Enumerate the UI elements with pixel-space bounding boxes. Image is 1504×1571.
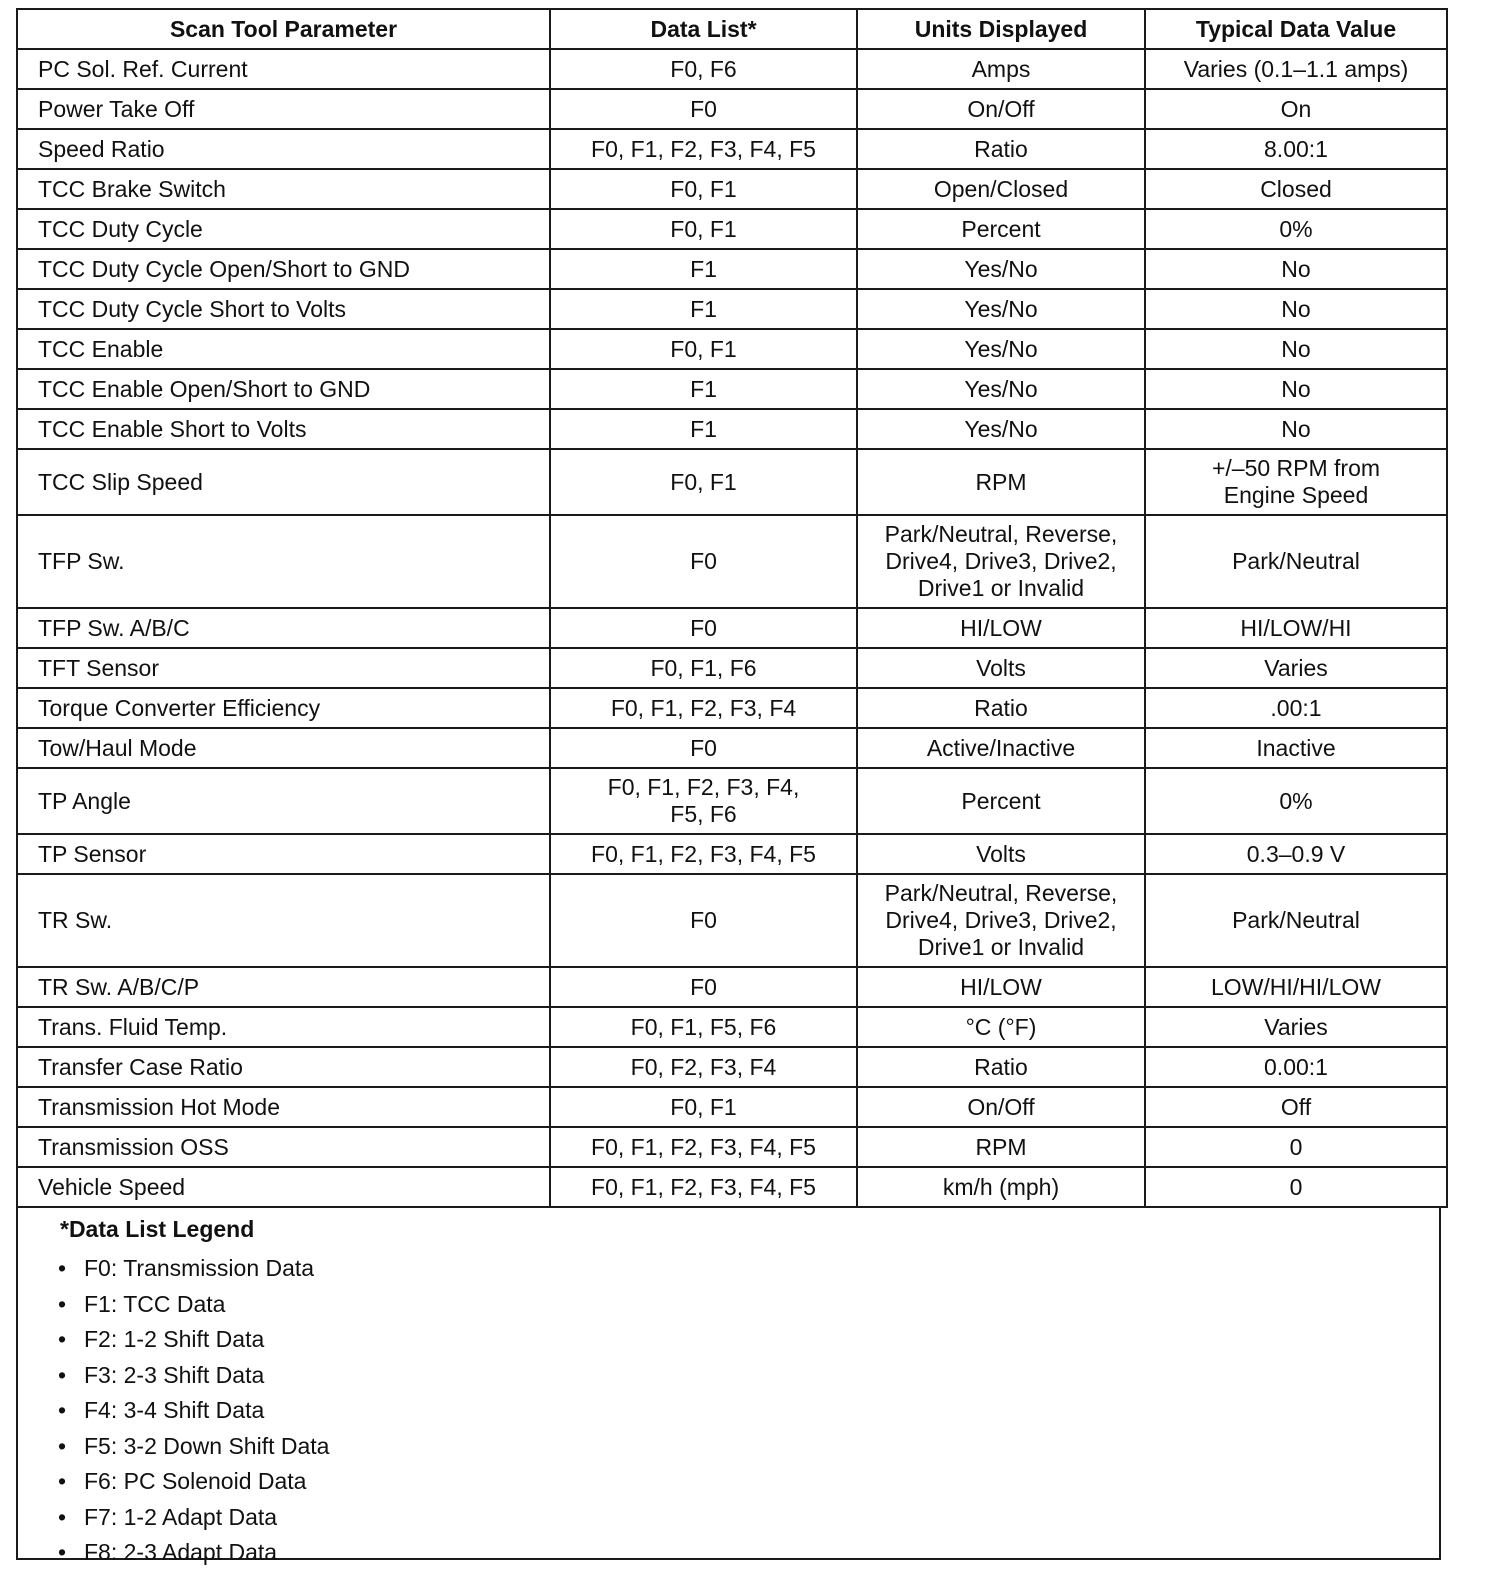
table-row [17, 49, 1447, 89]
parameter-cell: TP Sensor [17, 834, 550, 874]
data-list-cell: F0, F1 [550, 209, 857, 249]
units-cell: Yes/No [857, 409, 1145, 449]
table-row [17, 967, 1447, 1007]
typical-value-cell: Park/Neutral [1145, 874, 1447, 967]
data-list-cell: F1 [550, 409, 857, 449]
data-list-cell: F0, F1, F2, F3, F4, F5 [550, 834, 857, 874]
legend-item-text: F8: 2-3 Adapt Data [84, 1539, 278, 1565]
table-header-row [17, 9, 1447, 49]
table-row [17, 515, 1447, 608]
bullet-icon: • [58, 1397, 67, 1423]
typical-value-cell: 0.3–0.9 V [1145, 834, 1447, 874]
parameter-cell: TCC Slip Speed [17, 449, 550, 515]
typical-value-cell: 0.00:1 [1145, 1047, 1447, 1087]
units-cell: Percent [857, 209, 1145, 249]
typical-value-cell: Inactive [1145, 728, 1447, 768]
data-list-cell: F0, F1 [550, 329, 857, 369]
units-cell: HI/LOW [857, 967, 1145, 1007]
table-row [17, 834, 1447, 874]
table-body [17, 49, 1447, 1207]
typical-value-cell: No [1145, 289, 1447, 329]
parameter-cell: Speed Ratio [17, 129, 550, 169]
units-cell: Park/Neutral, Reverse, Drive4, Drive3, Drive2, Drive1 or Invalid [857, 874, 1145, 967]
table-row [17, 648, 1447, 688]
data-list-cell: F0 [550, 874, 857, 967]
legend-item-text: F3: 2-3 Shift Data [84, 1361, 265, 1388]
data-list-cell: F0 [550, 728, 857, 768]
data-list-cell: F0, F1, F2, F3, F4, F5 [550, 1167, 857, 1207]
parameter-cell: TCC Enable Short to Volts [17, 409, 550, 449]
legend-item-text: F5: 3-2 Down Shift Data [84, 1432, 330, 1459]
data-list-cell: F0, F1, F6 [550, 648, 857, 688]
table-row [17, 89, 1447, 129]
data-list-cell: F0, F1, F2, F3, F4 [550, 688, 857, 728]
units-cell: km/h (mph) [857, 1167, 1145, 1207]
typical-value-cell: On [1145, 89, 1447, 129]
typical-value-cell: LOW/HI/HI/LOW [1145, 967, 1447, 1007]
table-row [17, 688, 1447, 728]
legend-item-text: F7: 1-2 Adapt Data [84, 1503, 278, 1530]
units-cell: Yes/No [857, 289, 1145, 329]
table-row [17, 1127, 1447, 1167]
legend-item [58, 1464, 329, 1500]
units-cell: Yes/No [857, 249, 1145, 289]
typical-value-cell: +/–50 RPM from Engine Speed [1145, 449, 1447, 515]
data-list-cell: F0, F1, F5, F6 [550, 1007, 857, 1047]
table-row [17, 1087, 1447, 1127]
bullet-icon: • [58, 1326, 67, 1352]
data-list-cell: F1 [550, 249, 857, 289]
parameter-cell: TR Sw. A/B/C/P [17, 967, 550, 1007]
parameter-cell: TCC Duty Cycle [17, 209, 550, 249]
units-cell: Percent [857, 768, 1145, 834]
units-cell: Park/Neutral, Reverse, Drive4, Drive3, Drive2, Drive1 or Invalid [857, 515, 1145, 608]
table-row [17, 369, 1447, 409]
typical-value-cell: Varies (0.1–1.1 amps) [1145, 49, 1447, 89]
units-cell: RPM [857, 449, 1145, 515]
typical-value-cell: 0 [1145, 1167, 1447, 1207]
header-data-list: Data List* [550, 9, 857, 49]
data-list-cell: F0, F1 [550, 1087, 857, 1127]
table-row [17, 249, 1447, 289]
legend-item [58, 1287, 329, 1323]
units-cell: RPM [857, 1127, 1145, 1167]
units-cell: Open/Closed [857, 169, 1145, 209]
bullet-icon: • [58, 1432, 67, 1459]
units-cell: Ratio [857, 1047, 1145, 1087]
parameter-cell: Transfer Case Ratio [17, 1047, 550, 1087]
typical-value-cell: Varies [1145, 648, 1447, 688]
table-row [17, 209, 1447, 249]
header-units-displayed: Units Displayed [857, 9, 1145, 49]
header-typical-data-value: Typical Data Value [1145, 9, 1447, 49]
typical-value-cell: Off [1145, 1087, 1447, 1127]
data-list-legend [16, 1208, 1441, 1565]
bullet-icon: • [58, 1539, 67, 1565]
legend-item-text: F4: 3-4 Shift Data [84, 1397, 265, 1423]
units-cell: Ratio [857, 129, 1145, 169]
legend-item [58, 1429, 329, 1465]
header-scan-tool-parameter: Scan Tool Parameter [17, 9, 550, 49]
typical-value-cell: .00:1 [1145, 688, 1447, 728]
typical-value-cell: 0 [1145, 1127, 1447, 1167]
legend-item-text: F0: Transmission Data [84, 1255, 315, 1281]
legend-title: *Data List Legend [60, 1216, 255, 1242]
data-list-cell: F0, F2, F3, F4 [550, 1047, 857, 1087]
data-list-cell: F0, F1, F2, F3, F4, F5 [550, 129, 857, 169]
parameter-cell: TFT Sensor [17, 648, 550, 688]
parameter-cell: TR Sw. [17, 874, 550, 967]
scan-tool-parameter-table [16, 8, 1448, 1208]
data-list-cell: F1 [550, 369, 857, 409]
typical-value-cell: 0% [1145, 768, 1447, 834]
units-cell: °C (°F) [857, 1007, 1145, 1047]
data-list-cell: F0, F1 [550, 169, 857, 209]
typical-value-cell: No [1145, 369, 1447, 409]
table-row [17, 289, 1447, 329]
parameter-cell: TP Angle [17, 768, 550, 834]
typical-value-cell: No [1145, 329, 1447, 369]
data-list-cell: F0, F6 [550, 49, 857, 89]
scan-tool-data-sheet [16, 8, 1446, 1565]
table-row [17, 129, 1447, 169]
units-cell: Ratio [857, 688, 1145, 728]
data-list-cell: F0 [550, 89, 857, 129]
typical-value-cell: HI/LOW/HI [1145, 608, 1447, 648]
legend-item [58, 1393, 329, 1429]
table-row [17, 768, 1447, 834]
legend-item [58, 1535, 329, 1571]
bullet-icon: • [58, 1503, 67, 1530]
parameter-cell: TFP Sw. [17, 515, 550, 608]
legend-item [58, 1251, 329, 1287]
table-row [17, 449, 1447, 515]
legend-item-text: F1: TCC Data [84, 1290, 226, 1317]
table-row [17, 169, 1447, 209]
typical-value-cell: 8.00:1 [1145, 129, 1447, 169]
parameter-cell: Trans. Fluid Temp. [17, 1007, 550, 1047]
typical-value-cell: 0% [1145, 209, 1447, 249]
legend-item-text: F6: PC Solenoid Data [84, 1468, 307, 1494]
parameter-cell: TCC Duty Cycle Short to Volts [17, 289, 550, 329]
data-list-cell: F1 [550, 289, 857, 329]
legend-item [58, 1358, 329, 1394]
parameter-cell: Tow/Haul Mode [17, 728, 550, 768]
typical-value-cell: Closed [1145, 169, 1447, 209]
typical-value-cell: No [1145, 409, 1447, 449]
data-list-cell: F0, F1, F2, F3, F4, F5, F6 [550, 768, 857, 834]
table-row [17, 1167, 1447, 1207]
legend-item-text: F2: 1-2 Shift Data [84, 1326, 265, 1352]
parameter-cell: TCC Enable [17, 329, 550, 369]
table-row [17, 1007, 1447, 1047]
data-list-cell: F0 [550, 967, 857, 1007]
parameter-cell: TCC Enable Open/Short to GND [17, 369, 550, 409]
data-list-cell: F0 [550, 515, 857, 608]
bullet-icon: • [58, 1255, 67, 1281]
legend-item [58, 1322, 329, 1358]
units-cell: Active/Inactive [857, 728, 1145, 768]
bullet-icon: • [58, 1361, 67, 1388]
parameter-cell: Torque Converter Efficiency [17, 688, 550, 728]
units-cell: Yes/No [857, 369, 1145, 409]
data-list-cell: F0 [550, 608, 857, 648]
typical-value-cell: Varies [1145, 1007, 1447, 1047]
table-row [17, 409, 1447, 449]
data-list-cell: F0, F1 [550, 449, 857, 515]
parameter-cell: Transmission OSS [17, 1127, 550, 1167]
data-list-cell: F0, F1, F2, F3, F4, F5 [550, 1127, 857, 1167]
table-row [17, 608, 1447, 648]
parameter-cell: TCC Brake Switch [17, 169, 550, 209]
units-cell: Amps [857, 49, 1145, 89]
parameter-cell: Vehicle Speed [17, 1167, 550, 1207]
table-row [17, 1047, 1447, 1087]
parameter-cell: Power Take Off [17, 89, 550, 129]
table-row [17, 329, 1447, 369]
units-cell: On/Off [857, 1087, 1145, 1127]
typical-value-cell: No [1145, 249, 1447, 289]
table-row [17, 728, 1447, 768]
units-cell: Volts [857, 648, 1145, 688]
parameter-cell: TFP Sw. A/B/C [17, 608, 550, 648]
units-cell: On/Off [857, 89, 1145, 129]
units-cell: Yes/No [857, 329, 1145, 369]
legend-list [58, 1251, 329, 1571]
legend-item [58, 1500, 329, 1536]
parameter-cell: PC Sol. Ref. Current [17, 49, 550, 89]
bullet-icon: • [58, 1468, 67, 1494]
units-cell: HI/LOW [857, 608, 1145, 648]
typical-value-cell: Park/Neutral [1145, 515, 1447, 608]
bullet-icon: • [58, 1290, 67, 1317]
parameter-cell: TCC Duty Cycle Open/Short to GND [17, 249, 550, 289]
units-cell: Volts [857, 834, 1145, 874]
table-row [17, 874, 1447, 967]
parameter-cell: Transmission Hot Mode [17, 1087, 550, 1127]
